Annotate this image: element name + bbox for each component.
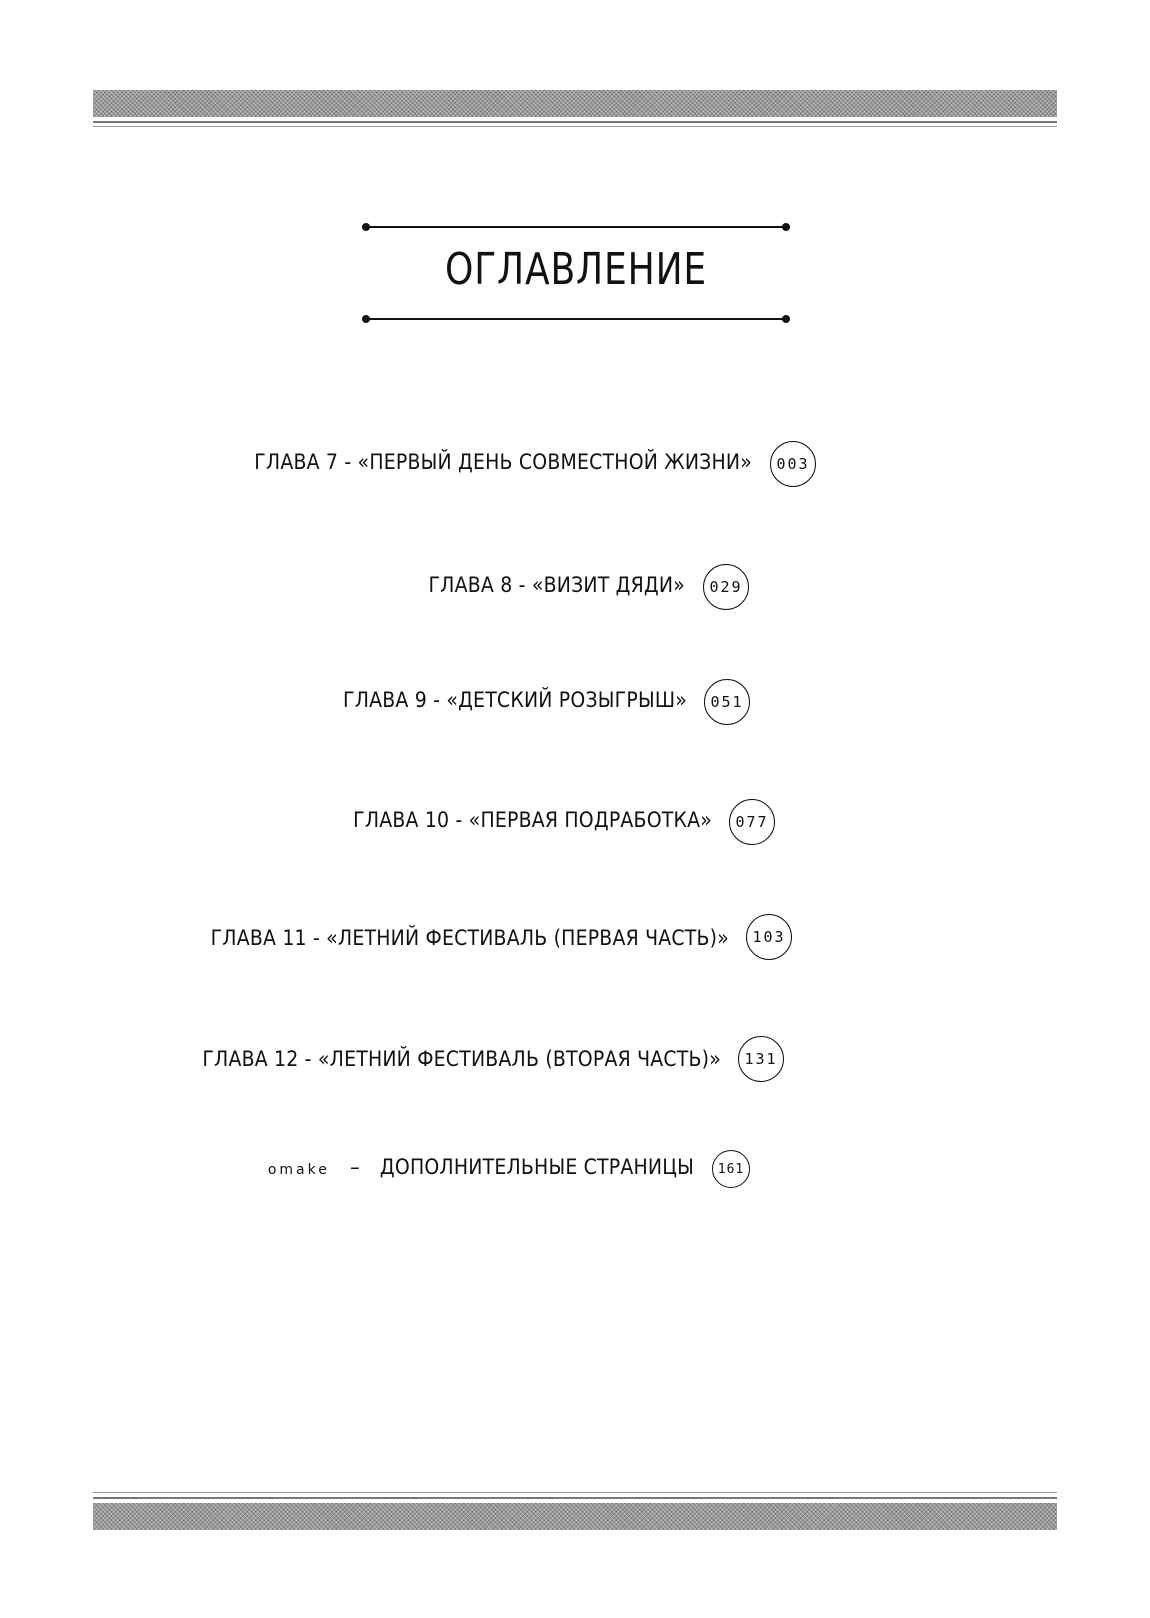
toc-entry-chapter-11[interactable] [0, 916, 729, 960]
bottom-decorative-band [93, 1503, 1057, 1530]
omake-label-group [268, 1155, 694, 1179]
bottom-rule [93, 1497, 1057, 1499]
page-number-badge: 161 [712, 1150, 750, 1188]
entry-label: ГЛАВА 7 - «ПЕРВЫЙ ДЕНЬ СОВМЕСТНОЙ ЖИЗНИ» [254, 450, 752, 474]
omake-dash: – [350, 1155, 360, 1179]
title-ornament-top [366, 226, 786, 228]
top-decorative-band [93, 90, 1057, 117]
omake-label: ДОПОЛНИТЕЛЬНЫЕ СТРАНИЦЫ [379, 1155, 694, 1179]
page-number-badge: 003 [770, 441, 816, 487]
toc-entry-chapter-7[interactable] [0, 440, 752, 484]
bottom-rule-thin [93, 1492, 1057, 1493]
page-number-badge: 029 [703, 564, 749, 610]
page-number-badge: 051 [704, 679, 750, 725]
toc-entry-chapter-10[interactable] [0, 798, 712, 842]
entry-label: ГЛАВА 10 - «ПЕРВАЯ ПОДРАБОТКА» [353, 808, 712, 832]
entry-label: ГЛАВА 8 - «ВИЗИТ ДЯДИ» [428, 573, 685, 597]
top-rule-thin [93, 126, 1057, 127]
toc-entry-omake[interactable] [0, 1145, 694, 1189]
entry-label: ГЛАВА 9 - «ДЕТСКИЙ РОЗЫГРЫШ» [342, 688, 687, 712]
page-title: ОГЛАВЛЕНИЕ [444, 244, 708, 295]
page-number-badge: 131 [738, 1036, 784, 1082]
toc-entry-chapter-12[interactable] [0, 1037, 721, 1081]
page-number-badge: 077 [729, 799, 775, 845]
toc-entry-chapter-8[interactable] [0, 563, 685, 607]
entry-label: ГЛАВА 11 - «ЛЕТНИЙ ФЕСТИВАЛЬ (ПЕРВАЯ ЧАСТЬ)» [210, 926, 729, 950]
entry-label: ГЛАВА 12 - «ЛЕТНИЙ ФЕСТИВАЛЬ (ВТОРАЯ ЧАСТЬ)» [202, 1047, 721, 1071]
title-ornament-bottom [366, 318, 786, 320]
top-rule [93, 121, 1057, 123]
omake-prefix: omake [267, 1162, 330, 1178]
toc-entry-chapter-9[interactable] [0, 678, 687, 722]
page-number-badge: 103 [746, 914, 792, 960]
